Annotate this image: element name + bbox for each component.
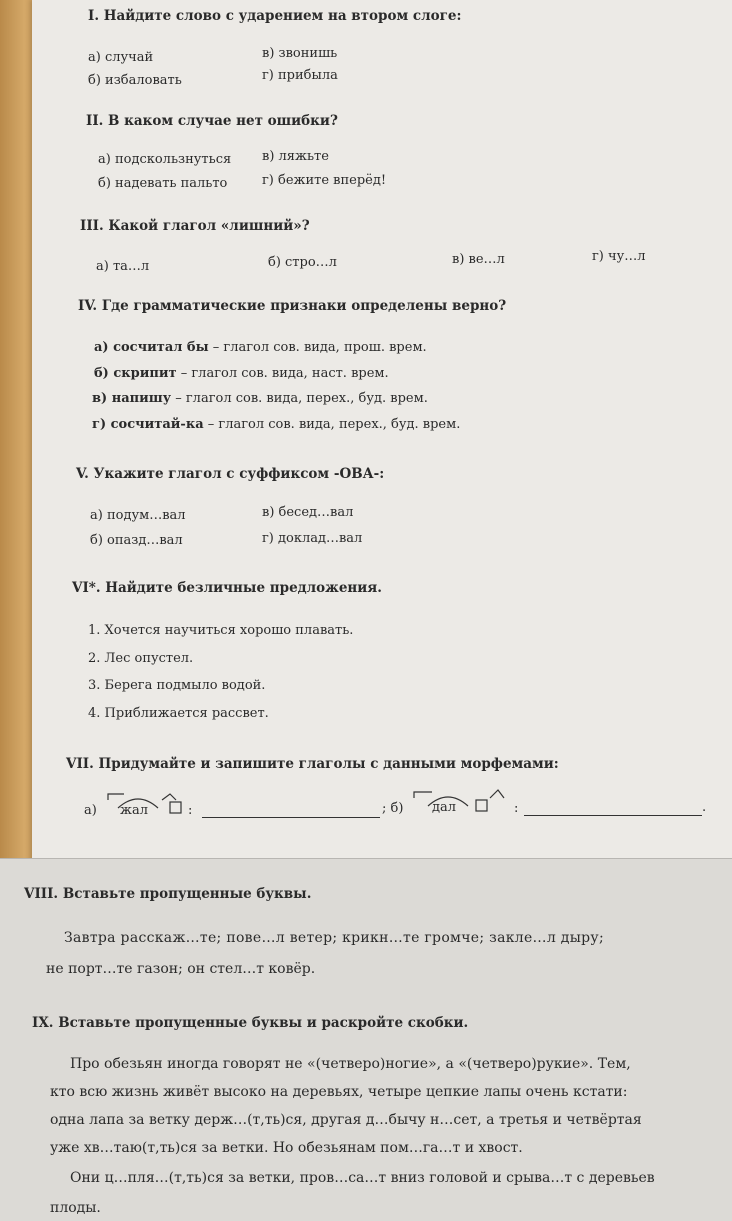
question-3-title: III. Какой глагол «лишний»? xyxy=(80,218,310,234)
q2-option-v: в) ляжьте xyxy=(262,149,329,164)
q5-option-v: в) бесед…вал xyxy=(262,505,354,520)
q7-label-b: ; б) xyxy=(382,801,404,816)
q3-option-a: а) та…л xyxy=(96,259,150,274)
q9-text-line-6: плоды. xyxy=(50,1200,101,1216)
q7-answer-line-a[interactable] xyxy=(202,817,380,818)
q1-option-v: в) звонишь xyxy=(262,46,338,61)
q7-colon-a: : xyxy=(188,803,193,818)
q7-morpheme-scheme-b xyxy=(410,784,510,818)
q4-option-v: в) напишу – глагол сов. вида, перех., буд. врем. xyxy=(92,391,428,406)
q7-end-dot: . xyxy=(702,800,707,815)
q5-option-g: г) доклад…вал xyxy=(262,531,363,546)
q3-option-g: г) чу…л xyxy=(592,249,646,264)
question-2-title: II. В каком случае нет ошибки? xyxy=(86,113,338,129)
q9-text-line-1: Про обезьян иногда говорят не «(четверо)ногие», а «(четверо)рукие». Тем, xyxy=(70,1056,631,1072)
question-7-title: VII. Придумайте и запишите глаголы с данными морфемами: xyxy=(66,756,559,772)
q9-text-line-3: одна лапа за ветку держ…(т,ть)ся, другая д…бычу н…сет, а третья и четвёртая xyxy=(50,1112,642,1128)
q6-item-1: 1. Хочется научиться хорошо плавать. xyxy=(88,623,354,638)
q7-root-b: дал xyxy=(432,800,457,815)
q3-option-b: б) стро…л xyxy=(268,255,337,270)
q7-label-a: а) xyxy=(84,803,97,818)
q3-option-v: в) ве…л xyxy=(452,252,505,267)
q5-option-b: б) опазд…вал xyxy=(90,533,183,548)
q2-option-b: б) надевать пальто xyxy=(98,176,228,191)
q6-item-2: 2. Лес опустел. xyxy=(88,651,194,666)
q6-item-4: 4. Приближается рассвет. xyxy=(88,706,269,721)
q4-option-b: б) скрипит – глагол сов. вида, наст. врем. xyxy=(94,366,389,381)
q2-option-a: а) подскользнуться xyxy=(98,152,232,167)
question-4-title: IV. Где грамматические признаки определены верно? xyxy=(78,298,507,314)
q9-text-line-5: Они ц…пля…(т,ть)ся за ветки, пров…са…т вниз головой и срыва…т с деревьев xyxy=(70,1170,655,1186)
q1-option-a: а) случай xyxy=(88,50,154,65)
question-9-title: IX. Вставьте пропущенные буквы и раскройте скобки. xyxy=(32,1015,469,1031)
q8-text-line-1: Завтра расскаж…те; пове…л ветер; крикн…те громче; закле…л дыру; xyxy=(64,930,604,946)
q7-root-a: жал xyxy=(120,803,148,818)
q4-option-g: г) сосчитай-ка – глагол сов. вида, перех., буд. врем. xyxy=(92,417,461,432)
q4-option-a: а) сосчитал бы – глагол сов. вида, прош. врем. xyxy=(94,340,427,355)
q2-option-g: г) бежите вперёд! xyxy=(262,173,387,188)
question-5-title: V. Укажите глагол с суффиксом -ОВА-: xyxy=(76,466,385,482)
q7-colon-b: : xyxy=(514,801,519,816)
question-8-title: VIII. Вставьте пропущенные буквы. xyxy=(24,886,312,902)
q9-text-line-2: кто всю жизнь живёт высоко на деревьях, четыре цепкие лапы очень кстати: xyxy=(50,1084,628,1100)
q7-answer-line-b[interactable] xyxy=(524,815,702,816)
q8-text-line-2: не порт…те газон; он стел…т ковёр. xyxy=(46,961,316,977)
question-6-title: VI*. Найдите безличные предложения. xyxy=(72,580,382,596)
q5-option-a: а) подум…вал xyxy=(90,508,186,523)
q1-option-b: б) избаловать xyxy=(88,73,182,88)
worksheet-page-2 xyxy=(0,858,732,1221)
q6-item-3: 3. Берега подмыло водой. xyxy=(88,678,266,693)
q1-option-g: г) прибыла xyxy=(262,68,338,83)
q9-text-line-4: уже хв…таю(т,ть)ся за ветки. Но обезьянам пом…га…т и хвост. xyxy=(50,1140,523,1156)
question-1-title: I. Найдите слово с ударением на втором слоге: xyxy=(88,8,462,24)
